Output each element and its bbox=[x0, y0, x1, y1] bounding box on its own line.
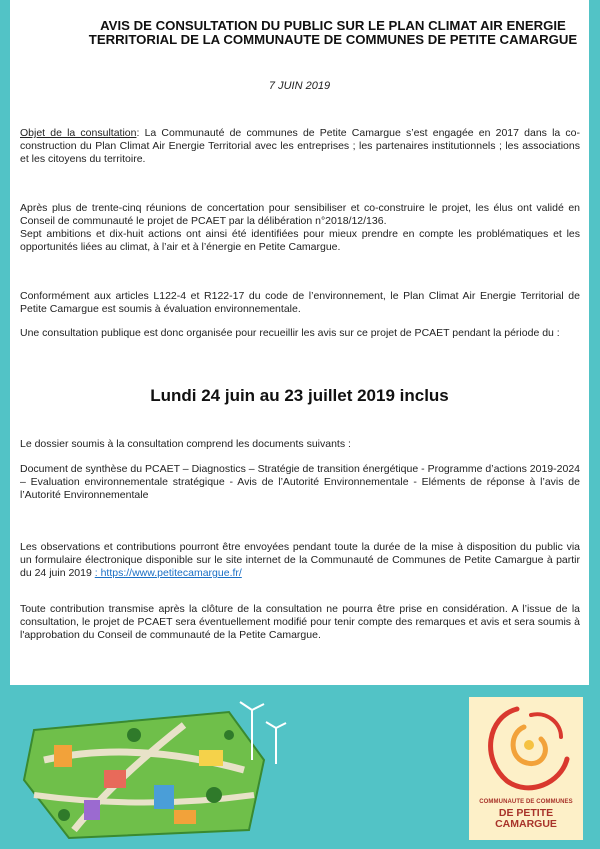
observations-text: Les observations et contributions pourront être envoyées pendant toute la durée de la mise à disposition du public via un formulaire électronique disponible sur le site internet de la Communauté de Communes de Petite Camargue à partir du 24 juin 2019 bbox=[20, 541, 580, 579]
paragraph-consultation: Une consultation publique est donc organisée pour recueillir les avis sur ce projet de PCAET pendant la période du : bbox=[20, 327, 560, 339]
paragraph-concertation-a: Après plus de trente-cinq réunions de concertation pour sensibiliser et co-construire le projet, les élus ont validé en Conseil de communauté le projet de PCAET par la délibération n°2018/12/136. bbox=[20, 202, 580, 227]
paragraph-articles: Conformément aux articles L122-4 et R122-17 du code de l’environnement, le Plan Climat Air Energie Territorial de Petite Camargue est soumis à évaluation environnementale. bbox=[20, 290, 580, 315]
objet-text: : La Communauté de communes de Petite Camargue s’est engagée en 2017 dans la co-construction du Plan Climat Air Energie Territorial avec les entreprises ; les partenaires institutionnels ; les associations et les citoyens du territoire. bbox=[20, 127, 580, 165]
paragraph-cloture: Toute contribution transmise après la clôture de la consultation ne pourra être prise en considération. A l’issue de la consultation, le projet de PCAET sera éventuellement modifié pour tenir compte des remarques et avis et sera soumis à l'approbation du Conseil de communauté de la Petite Camargue. bbox=[20, 603, 580, 641]
logo-text-line2: DE PETITE bbox=[498, 807, 554, 819]
logo-swirl-icon bbox=[469, 697, 583, 797]
logo-text-name bbox=[469, 808, 583, 830]
paragraph-documents-list: Document de synthèse du PCAET – Diagnostics – Stratégie de transition énergétique - Programme d’actions 2019-2024 – Evaluation environnementale stratégique - Avis de l’Autorité Environnementale - Eléments de réponse à l’avis de l’Autorité Environnementale bbox=[20, 463, 580, 501]
paragraph-concertation bbox=[20, 202, 580, 254]
logo-text-line3: CAMARGUE bbox=[495, 818, 557, 830]
objet-label: Objet de la consultation bbox=[20, 127, 137, 139]
paragraph-dossier: Le dossier soumis à la consultation comprend les documents suivants : bbox=[20, 438, 351, 450]
consultation-dates-headline: Lundi 24 juin au 23 juillet 2019 inclus bbox=[150, 386, 449, 405]
website-link[interactable]: : https://www.petitecamargue.fr/ bbox=[94, 567, 242, 579]
document-title: AVIS DE CONSULTATION DU PUBLIC SUR LE PLAN CLIMAT AIR ENERGIE TERRITORIAL DE LA COMMUNAUTE DE COMMUNES DE PETITE CAMARGUE bbox=[88, 18, 578, 47]
logo-text-line1: COMMUNAUTE DE COMMUNES bbox=[479, 799, 573, 805]
petite-camargue-logo bbox=[469, 697, 583, 840]
paragraph-concertation-b: Sept ambitions et dix-huit actions ont ainsi été identifiées pour mieux prendre en compte les problématiques et les opportunités liées au climat, à l’air et à l’énergie en Petite Camargue. bbox=[20, 228, 580, 253]
document-date: 7 JUIN 2019 bbox=[268, 80, 331, 92]
document-sheet bbox=[10, 0, 589, 685]
paragraph-objet bbox=[20, 127, 580, 166]
paragraph-observations bbox=[20, 541, 580, 580]
eco-city-illustration bbox=[14, 700, 304, 840]
